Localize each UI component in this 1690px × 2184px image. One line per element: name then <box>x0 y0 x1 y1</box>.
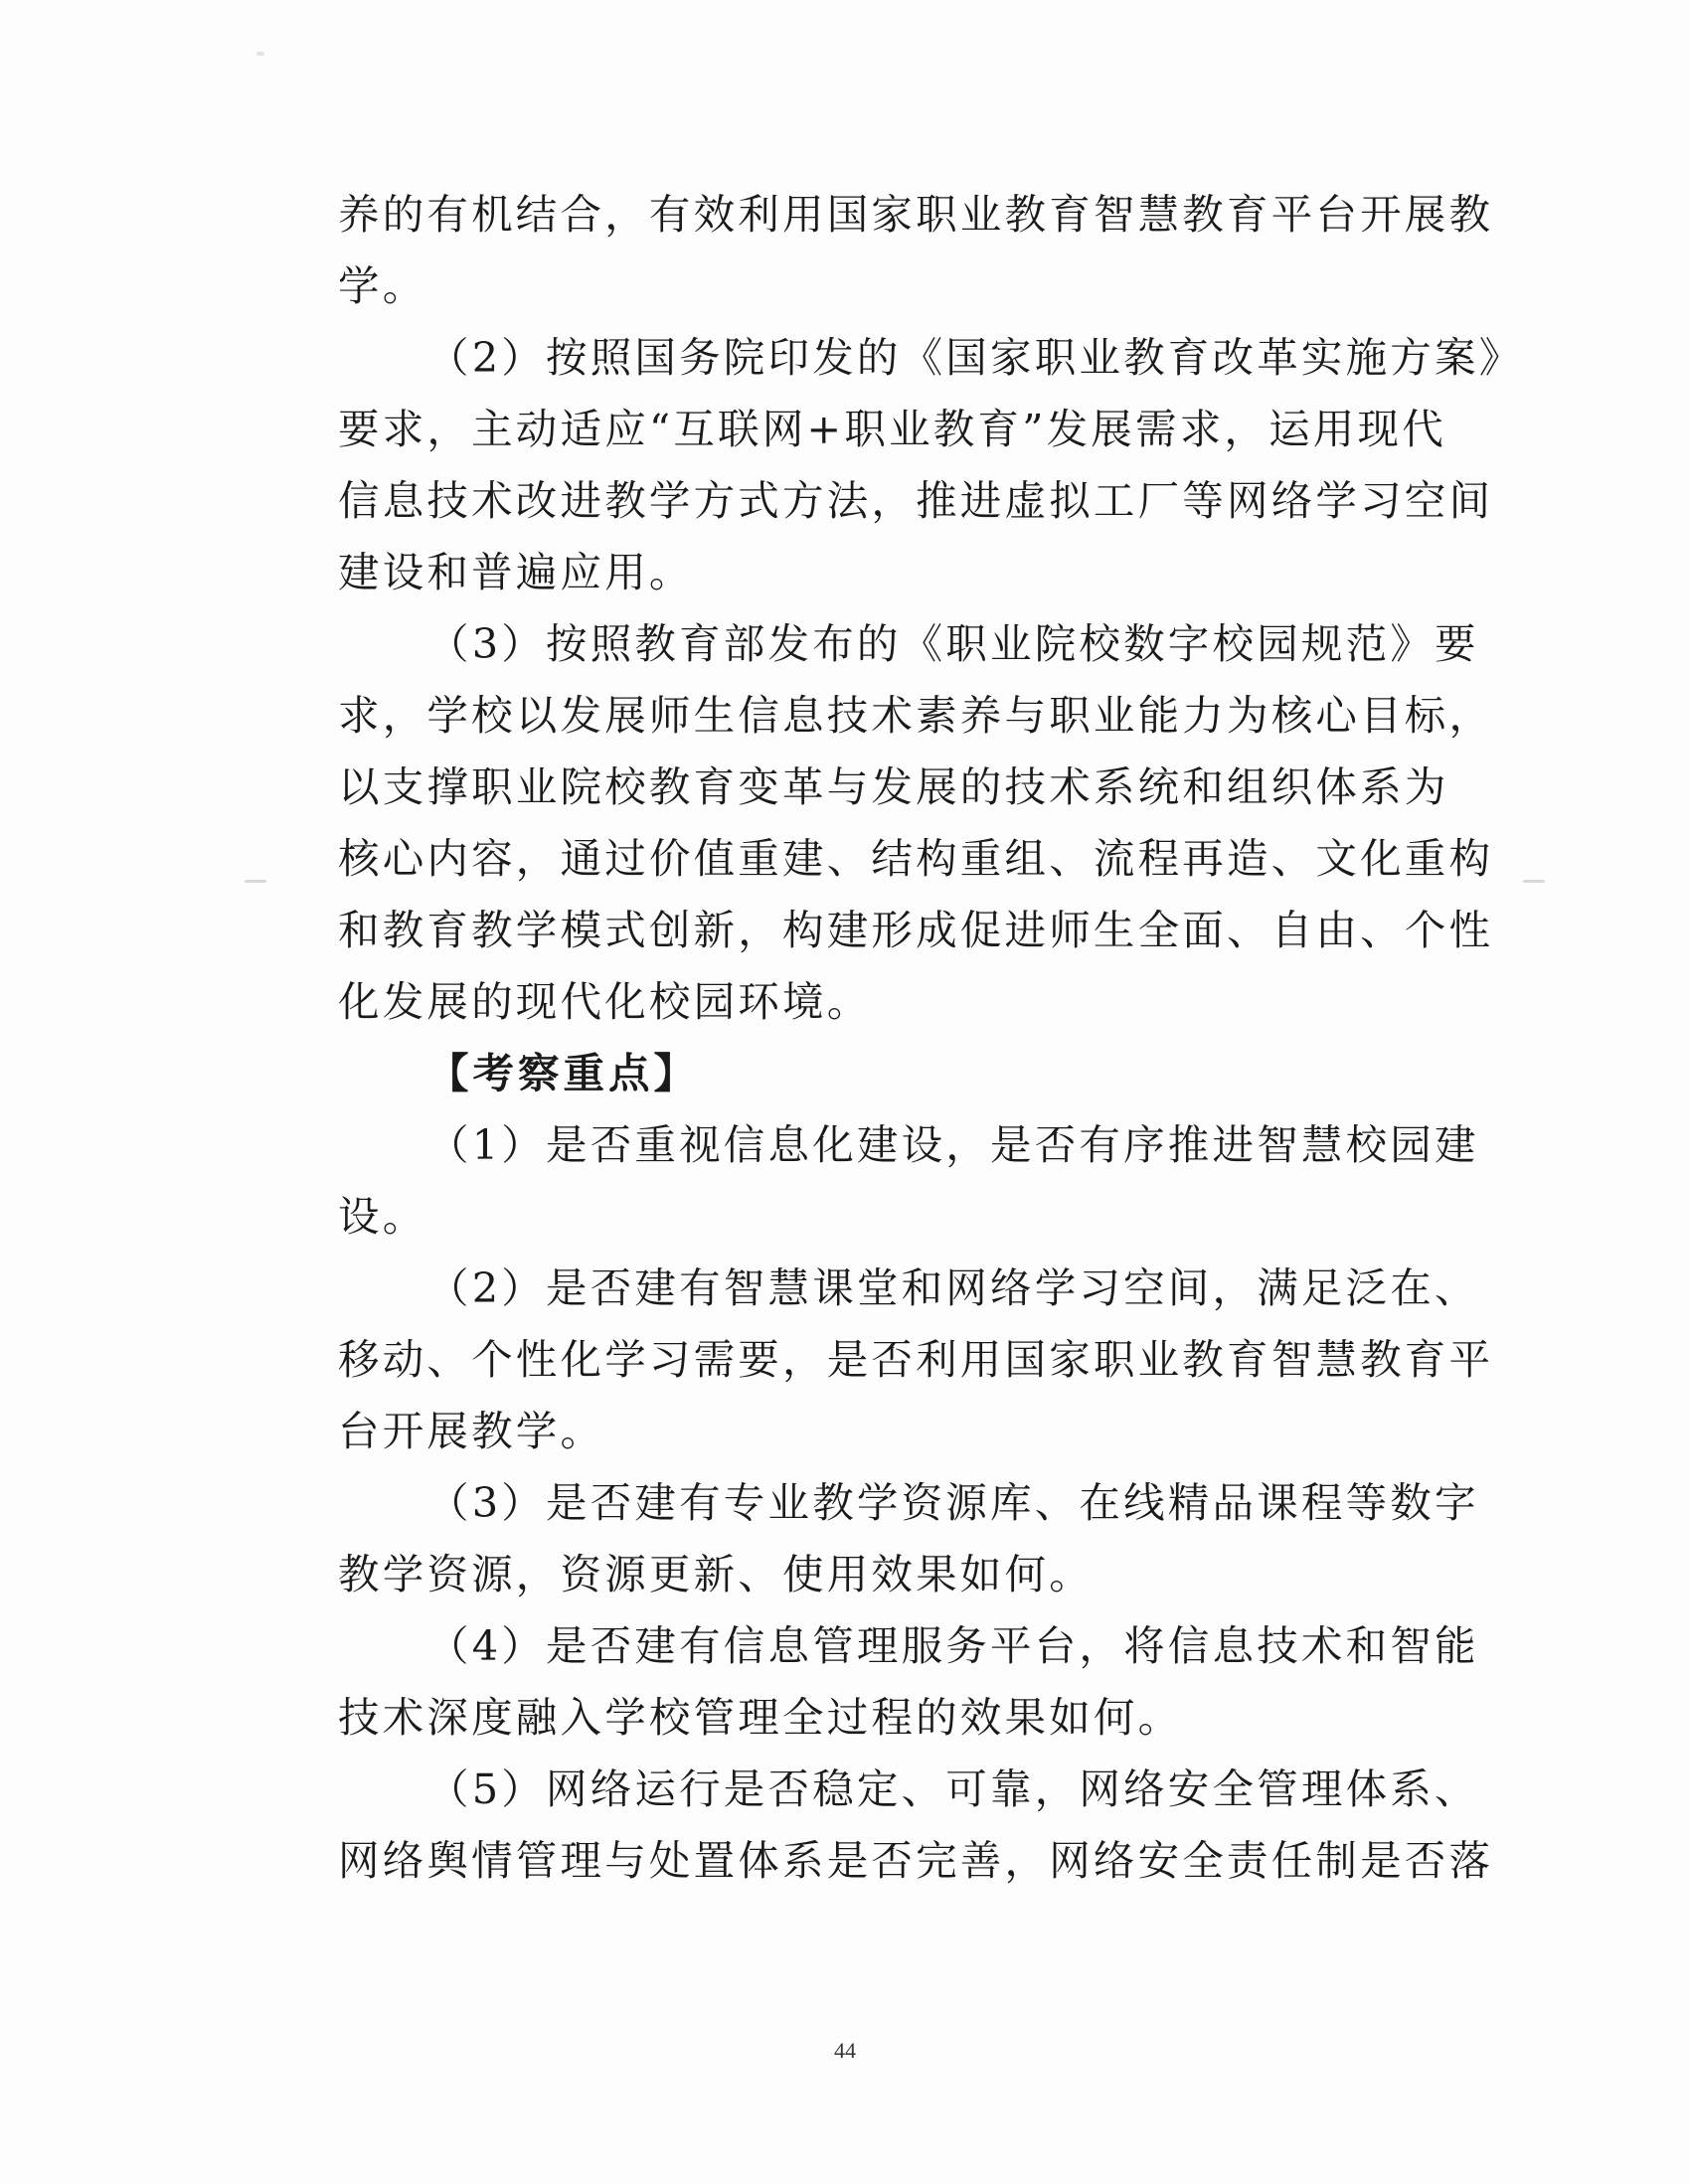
text-line: 台开展教学。 <box>338 1407 605 1455</box>
review-point-2: （2）是否建有智慧课堂和网络学习空间，满足泛在、 <box>427 1263 1479 1312</box>
text-line: 技术深度融入学校管理全过程的效果如何。 <box>338 1693 1183 1742</box>
text-line: 网络舆情管理与处置体系是否完善，网络安全责任制是否落 <box>338 1836 1494 1885</box>
text-line: 设。 <box>338 1192 427 1241</box>
scan-mark-top <box>256 52 264 56</box>
review-point-4: （4）是否建有信息管理服务平台，将信息技术和智能 <box>427 1621 1479 1670</box>
text-line: 教学资源，资源更新、使用效果如何。 <box>338 1550 1094 1598</box>
text-line: 要求，主动适应“互联网+职业教育”发展需求，运用现代 <box>338 405 1446 453</box>
text-line: 核心内容，通过价值重建、结构重组、流程再造、文化重构 <box>338 834 1494 883</box>
section-heading: 【考察重点】 <box>427 1049 700 1097</box>
text-line: 养的有机结合，有效利用国家职业教育智慧教育平台开展教 <box>338 190 1494 239</box>
text-line: 建设和普遍应用。 <box>338 548 694 596</box>
review-point-1: （1）是否重视信息化建设，是否有序推进智慧校园建 <box>427 1120 1479 1169</box>
review-point-5: （5）网络运行是否稳定、可靠，网络安全管理体系、 <box>427 1764 1479 1813</box>
text-line: 以支撑职业院校教育变革与发展的技术系统和组织体系为 <box>338 762 1449 811</box>
text-line: 和教育教学模式创新，构建形成促进师生全面、自由、个性 <box>338 906 1494 954</box>
paragraph-3-start: （3）按照教育部发布的《职业院校数字校园规范》要 <box>427 619 1479 668</box>
scan-mark-right <box>1523 880 1545 883</box>
page-number: 44 <box>834 2038 856 2063</box>
text-line: 求，学校以发展师生信息技术素养与职业能力为核心目标， <box>338 691 1494 740</box>
review-point-3: （3）是否建有专业教学资源库、在线精品课程等数字 <box>427 1478 1479 1527</box>
text-line: 移动、个性化学习需要，是否利用国家职业教育智慧教育平 <box>338 1335 1494 1384</box>
text-line: 学。 <box>338 261 427 310</box>
document-body <box>338 179 1524 1897</box>
paragraph-2-start: （2）按照国务院印发的《国家职业教育改革实施方案》 <box>427 333 1524 382</box>
text-line: 信息技术改进教学方式方法，推进虚拟工厂等网络学习空间 <box>338 476 1494 525</box>
text-line: 化发展的现代化校园环境。 <box>338 977 872 1026</box>
scan-mark-left <box>245 880 266 883</box>
